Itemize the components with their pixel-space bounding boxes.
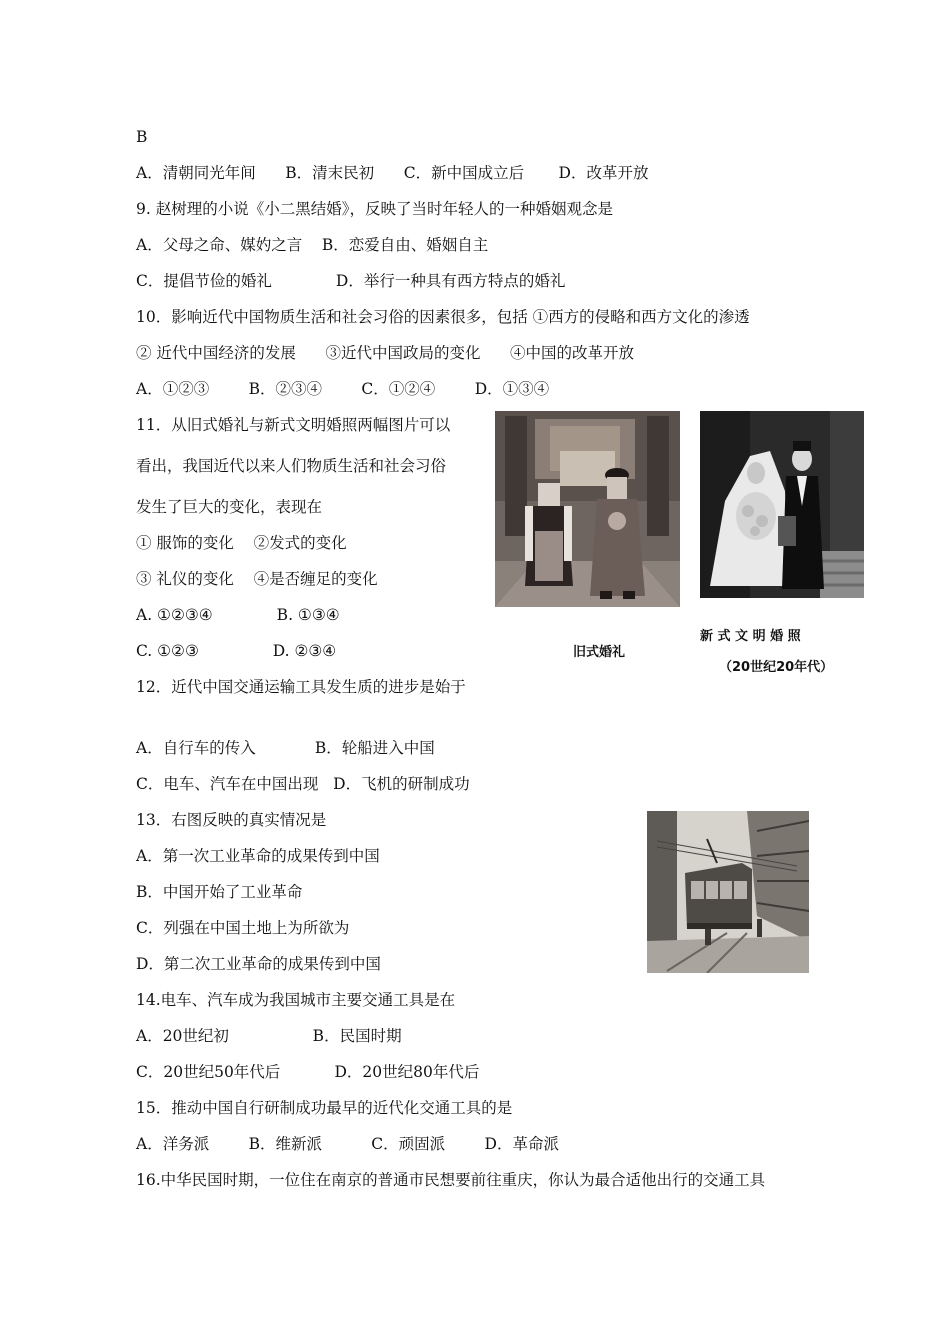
q14-options-ab: A．20世纪初 B．民国时期	[136, 1027, 402, 1045]
old-wedding-photo	[495, 411, 680, 607]
q15-stem: 15．推动中国自行研制成功最早的近代化交通工具的是	[136, 1099, 513, 1117]
q12-stem: 12．近代中国交通运输工具发生质的进步是始于	[136, 678, 466, 696]
q10-options: A．①②③ B．②③④ C．①②④ D．①③④	[136, 380, 550, 398]
q16-stem: 16.中华民国时期，一位住在南京的普通市民想要前往重庆，你认为最合适他出行的交通工具	[136, 1171, 766, 1189]
q11-options-ab: A. ①②③④ B. ①③④	[136, 606, 340, 624]
q9-stem: 9. 赵树理的小说《小二黑结婚》，反映了当时年轻人的一种婚姻观念是	[136, 200, 613, 218]
new-wedding-photo	[700, 411, 864, 598]
q11-item: ③ 礼仪的变化 ④是否缠足的变化	[136, 570, 378, 588]
q13-stem: 13．右图反映的真实情况是	[136, 811, 327, 829]
q10-stem: 10．影响近代中国物质生活和社会习俗的因素很多，包括 ①西方的侵略和西方文化的渗透	[136, 308, 750, 326]
q12-options-cd: C．电车、汽车在中国出现 D．飞机的研制成功	[136, 775, 470, 793]
q11-item: ① 服饰的变化 ②发式的变化	[136, 534, 347, 552]
q10-stem-cont: ② 近代中国经济的发展 ③近代中国政局的变化 ④中国的改革开放	[136, 344, 635, 362]
new-wedding-caption: 新 式 文 明 婚 照	[700, 629, 801, 644]
q13-option-d: D．第二次工业革命的成果传到中国	[136, 955, 381, 973]
q11-stem-cont: 看出，我国近代以来人们物质生活和社会习俗	[136, 457, 447, 475]
q11-options-cd: C. ①②③ D. ②③④	[136, 642, 337, 660]
q9-options-cd: C．提倡节俭的婚礼 D．举行一种具有西方特点的婚礼	[136, 272, 566, 290]
tram-photo	[647, 811, 809, 973]
answer-line: B	[136, 128, 148, 146]
q13-option-c: C．列强在中国土地上为所欲为	[136, 919, 350, 937]
new-wedding-date: （20世纪20年代）	[719, 660, 834, 675]
q9-options-ab: A．父母之命、媒妁之言 B．恋爱自由、婚姻自主	[136, 236, 489, 254]
q11-stem: 11．从旧式婚礼与新式文明婚照两幅图片可以	[136, 416, 451, 434]
q14-options-cd: C．20世纪50年代后 D．20世纪80年代后	[136, 1063, 480, 1081]
q15-options: A．洋务派 B．维新派 C．顽固派 D．革命派	[136, 1135, 559, 1153]
q13-option-a: A．第一次工业革命的成果传到中国	[136, 847, 380, 865]
q13-option-b: B．中国开始了工业革命	[136, 883, 303, 901]
old-wedding-caption: 旧式婚礼	[573, 645, 626, 660]
q14-stem: 14.电车、汽车成为我国城市主要交通工具是在	[136, 991, 456, 1009]
q12-options-ab: A．自行车的传入 B．轮船进入中国	[136, 739, 435, 757]
q11-stem-cont: 发生了巨大的变化，表现在	[136, 498, 323, 516]
q8-options: A．清朝同光年间 B．清末民初 C．新中国成立后 D．改革开放	[136, 164, 649, 182]
